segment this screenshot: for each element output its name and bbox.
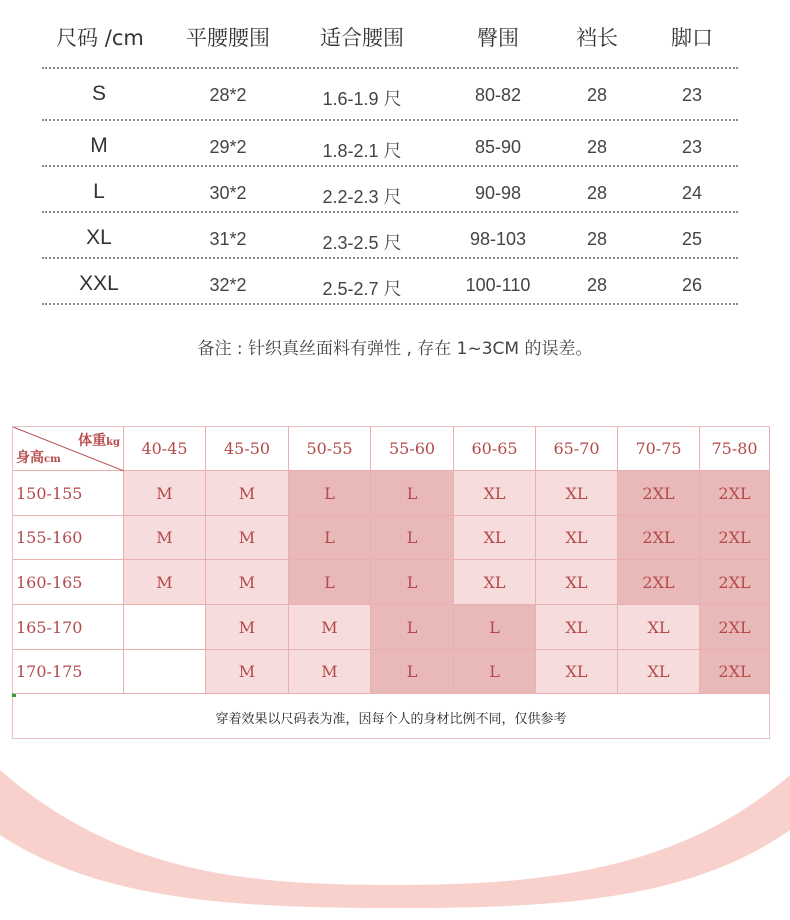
size-recommendation-cell: 2XL [700,516,770,560]
weight-range-header: 40-45 [124,427,206,471]
size-recommendation-cell: 2XL [618,516,700,560]
size-cell-crotch: 28 [586,85,608,105]
header-flat-waist: 平腰腰围 [186,26,270,50]
size-recommendation-cell: 2XL [700,650,770,694]
size-recommendation-cell: 2XL [618,471,700,516]
weight-range-header: 60-65 [454,427,536,471]
size-cell-hip: 98-103 [469,229,527,249]
size-recommendation-cell: M [206,650,289,694]
size-recommendation-cell: M [206,471,289,516]
weight-range-header: 45-50 [206,427,289,471]
size-recommendation-cell: XL [536,605,618,650]
height-label: 身高 [16,450,44,466]
size-recommendation-cell: XL [454,516,536,560]
size-recommendation-cell: L [371,650,454,694]
weight-range-header: 65-70 [536,427,618,471]
size-note: 备注 : 针织真丝面料有弹性 , 存在 1~3CM 的误差。 [197,339,593,359]
weight-range-header: 55-60 [371,427,454,471]
size-row [42,121,738,167]
size-cell-hip: 90-98 [474,183,522,203]
size-recommendation-cell: M [289,605,371,650]
size-recommendation-cell: M [206,560,289,605]
size-cell-fit-waist: 2.5-2.7 尺 [322,279,402,299]
weight-unit: kg [106,437,120,448]
size-recommendation-cell: M [206,516,289,560]
size-cell-size: XL [86,226,112,249]
size-recommendation-cell: L [289,560,371,605]
size-recommendation-cell: XL [454,560,536,605]
size-cell-fit-waist: 2.3-2.5 尺 [322,233,402,253]
size-cell-crotch: 28 [586,183,608,203]
size-cell-leg-opening: 26 [681,275,703,295]
height-range-label: 155-160 [13,516,124,560]
size-cell-fit-waist: 1.8-2.1 尺 [322,141,402,161]
size-recommendation-cell: M [124,516,206,560]
size-cell-fit-waist: 1.6-1.9 尺 [322,89,402,109]
height-range-label: 150-155 [13,471,124,516]
size-recommendation-cell: 2XL [700,605,770,650]
size-cell-hip: 80-82 [474,85,522,105]
height-unit: cm [44,454,61,465]
size-recommendation-cell: L [371,605,454,650]
size-table-header [42,0,738,69]
size-recommendation-cell: XL [536,650,618,694]
header-leg-opening: 脚口 [671,26,713,50]
weight-range-header: 50-55 [289,427,371,471]
chart-footer-note: 穿着效果以尺码表为准，因每个人的身材比例不同，仅供参考 [215,711,567,727]
size-recommendation-cell: XL [536,560,618,605]
size-cell-size: L [93,180,105,203]
size-recommendation-cell: 2XL [700,471,770,516]
size-cell-flat-waist: 29*2 [209,137,247,157]
height-range-label: 160-165 [13,560,124,605]
size-recommendation-cell: XL [454,471,536,516]
size-row [42,259,738,305]
weight-height-chart [12,426,770,739]
header-size: 尺码 /cm [56,26,144,50]
size-cell-flat-waist: 30*2 [209,183,247,203]
size-cell-hip: 85-90 [474,137,522,157]
size-recommendation-cell: L [371,560,454,605]
size-cell-flat-waist: 32*2 [209,275,247,295]
size-recommendation-cell: XL [536,516,618,560]
size-recommendation-cell [124,605,206,650]
size-recommendation-cell: M [289,650,371,694]
header-crotch: 裆长 [576,26,618,50]
weight-range-header: 70-75 [618,427,700,471]
size-recommendation-cell [124,650,206,694]
size-recommendation-cell: XL [536,471,618,516]
size-cell-flat-waist: 28*2 [209,85,247,105]
size-row [42,167,738,213]
size-cell-size: XXL [79,272,119,295]
size-recommendation-cell: L [289,516,371,560]
size-row [42,69,738,121]
weight-range-header: 75-80 [700,427,770,471]
weight-axis-label [78,430,120,450]
size-cell-leg-opening: 23 [681,137,703,157]
size-recommendation-cell: L [371,471,454,516]
size-recommendation-cell: XL [618,605,700,650]
size-table [42,0,738,305]
weight-label: 体重 [78,433,107,449]
size-recommendation-cell: 2XL [700,560,770,605]
size-recommendation-cell: M [206,605,289,650]
size-cell-leg-opening: 24 [681,183,703,203]
size-recommendation-cell: L [454,650,536,694]
height-range-label: 170-175 [13,650,124,694]
size-recommendation-cell: XL [618,650,700,694]
header-fit-waist: 适合腰围 [320,26,404,50]
chart-corner-cell [13,427,124,471]
size-row [42,213,738,259]
decorative-pink-arc [0,760,790,920]
size-cell-fit-waist: 2.2-2.3 尺 [322,187,402,207]
size-recommendation-cell: L [454,605,536,650]
size-cell-size: M [90,134,108,157]
size-recommendation-cell: L [289,471,371,516]
height-range-label: 165-170 [13,605,124,650]
size-cell-flat-waist: 31*2 [209,229,247,249]
size-recommendation-cell: L [371,516,454,560]
header-hip: 臀围 [477,26,519,50]
size-cell-crotch: 28 [586,229,608,249]
size-cell-crotch: 28 [586,275,608,295]
size-cell-hip: 100-110 [465,275,531,295]
size-recommendation-cell: M [124,471,206,516]
height-axis-label [16,447,61,467]
size-cell-crotch: 28 [586,137,608,157]
size-recommendation-cell: M [124,560,206,605]
size-cell-leg-opening: 25 [681,229,703,249]
size-recommendation-cell: 2XL [618,560,700,605]
size-cell-leg-opening: 23 [681,85,703,105]
size-cell-size: S [91,82,107,105]
